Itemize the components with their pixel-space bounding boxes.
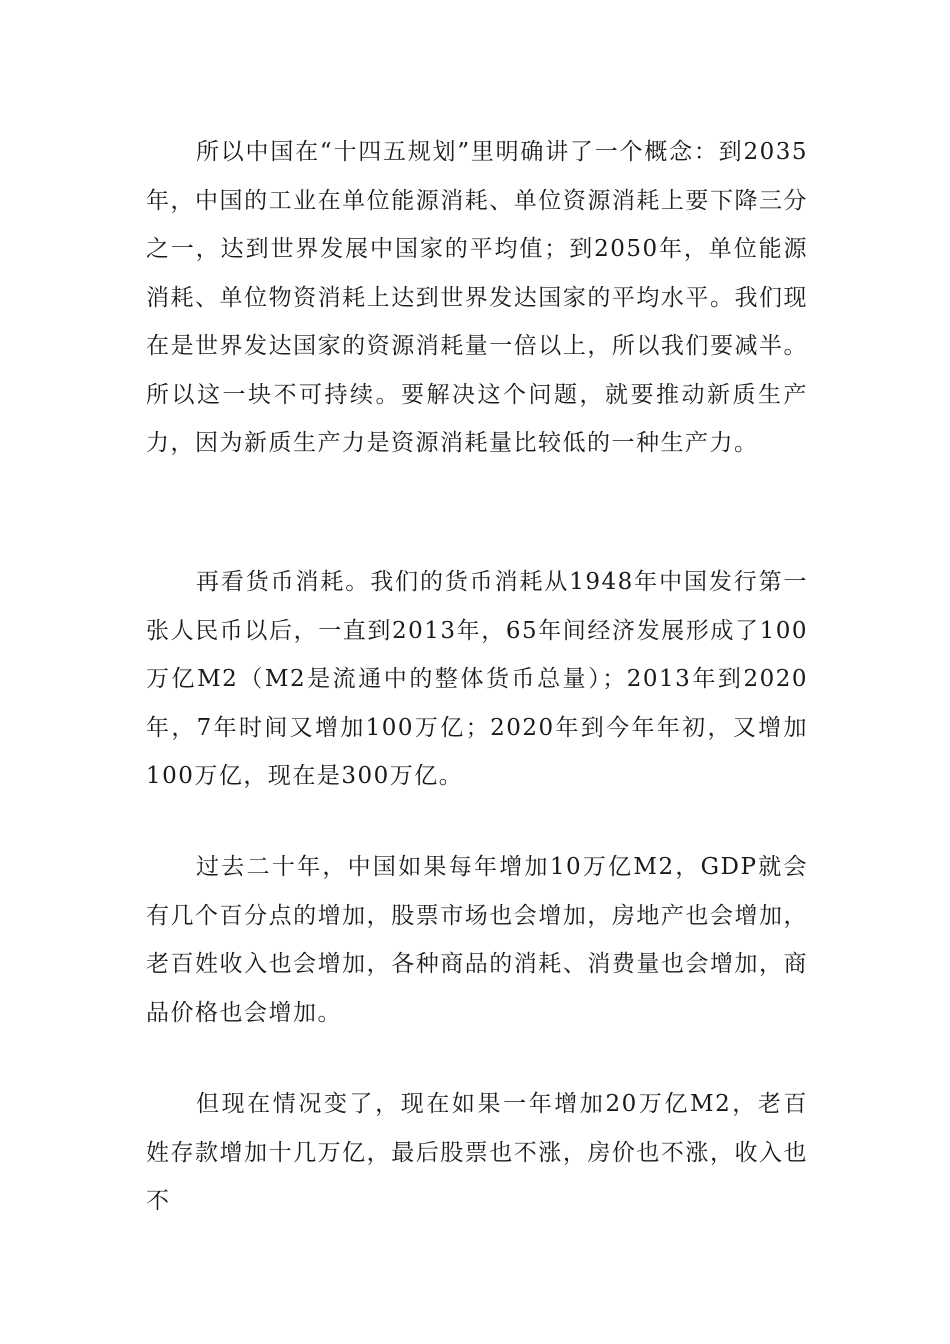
paragraph-situation-changed: [146, 1080, 808, 1226]
paragraph-currency-consumption: [146, 558, 808, 801]
paragraph-resource-consumption: [146, 128, 808, 468]
paragraph-text: 但现在情况变了，现在如果一年增加20万亿M2，老百姓存款增加十几万亿，最后股票也不涨，房价也不涨，收入也不: [146, 1091, 808, 1214]
paragraph-past-twenty-years: [146, 843, 808, 1037]
paragraph-text: 再看货币消耗。我们的货币消耗从1948年中国发行第一张人民币以后，一直到2013年，65年间经济发展形成了100万亿M2（M2是流通中的整体货币总量）；2013年到2020年，7年时间又增加100万亿；2020年到今年年初，又增加100万亿，现在是300万亿。: [146, 569, 808, 789]
paragraph-text: 所以中国在“十四五规划”里明确讲了一个概念：到2035年，中国的工业在单位能源消耗、单位资源消耗上要下降三分之一，达到世界发展中国家的平均值；到2050年，单位能源消耗、单位物资消耗上达到世界发达国家的平均水平。我们现在是世界发达国家的资源消耗量一倍以上，所以我们要减半。所以这一块不可持续。要解决这个问题，就要推动新质生产力，因为新质生产力是资源消耗量比较低的一种生产力。: [146, 139, 808, 456]
paragraph-text: 过去二十年，中国如果每年增加10万亿M2，GDP就会有几个百分点的增加，股票市场也会增加，房地产也会增加，老百姓收入也会增加，各种商品的消耗、消费量也会增加，商品价格也会增加。: [146, 854, 808, 1026]
